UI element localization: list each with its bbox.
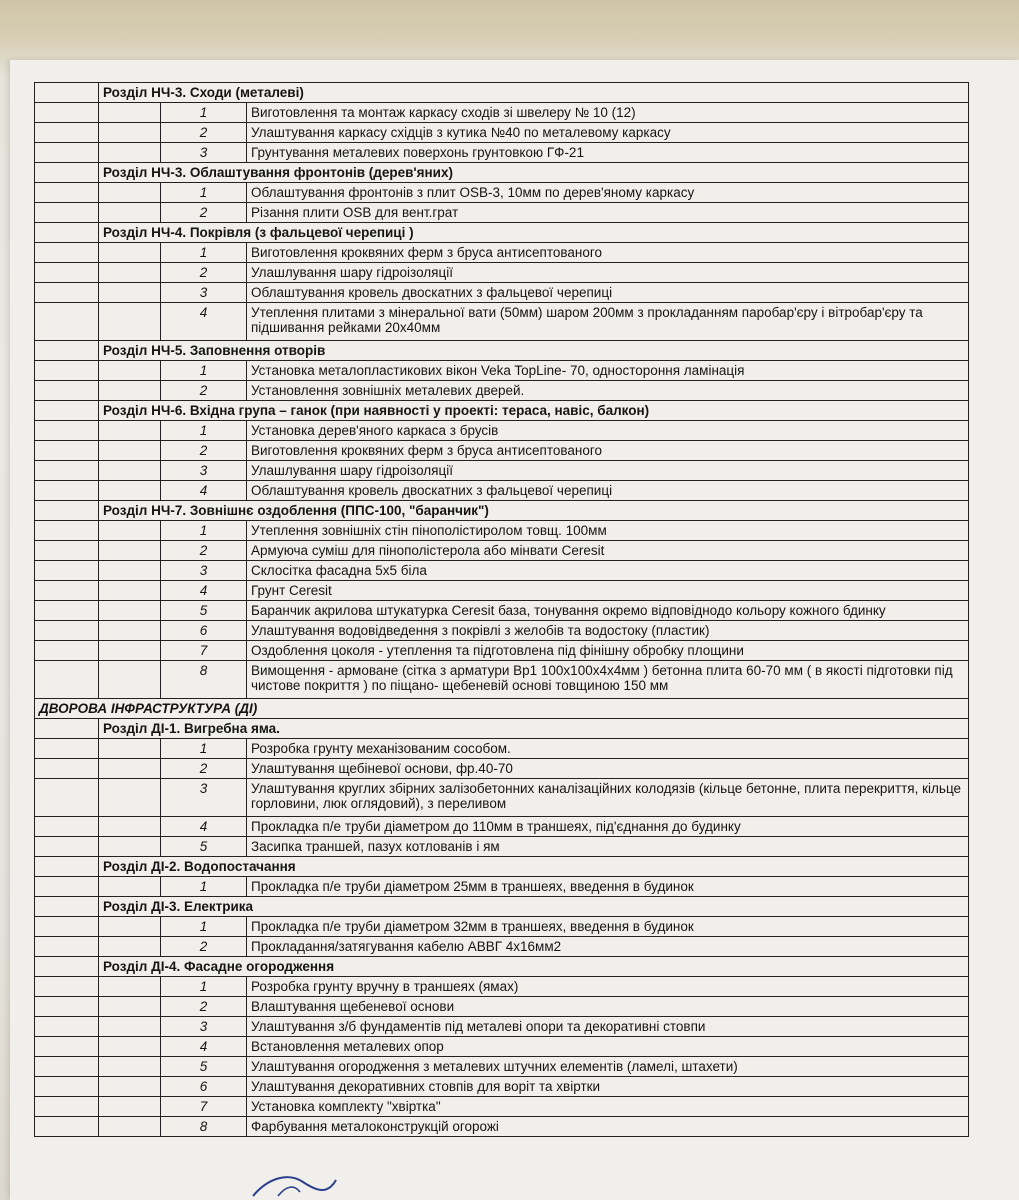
item-row	[35, 997, 969, 1017]
item-number: 7	[161, 641, 247, 661]
item-indent-cell	[35, 601, 99, 621]
item-row	[35, 739, 969, 759]
item-number: 3	[161, 779, 247, 817]
item-number: 1	[161, 917, 247, 937]
item-number: 1	[161, 243, 247, 263]
item-number: 4	[161, 581, 247, 601]
item-indent-cell	[35, 461, 99, 481]
item-number: 1	[161, 421, 247, 441]
section-indent-cell	[35, 83, 99, 103]
section-indent-cell	[35, 897, 99, 917]
item-indent-cell	[35, 739, 99, 759]
item-row	[35, 103, 969, 123]
item-blank-cell	[99, 759, 161, 779]
item-indent-cell	[35, 621, 99, 641]
item-row	[35, 1017, 969, 1037]
item-indent-cell	[35, 123, 99, 143]
item-row	[35, 641, 969, 661]
item-row	[35, 837, 969, 857]
block-heading: ДВОРОВА ІНФРАСТРУКТУРА (ДІ)	[35, 699, 969, 719]
item-description: Різання плити OSB для вент.грат	[247, 203, 969, 223]
item-row	[35, 143, 969, 163]
item-blank-cell	[99, 541, 161, 561]
item-indent-cell	[35, 1017, 99, 1037]
item-row	[35, 977, 969, 997]
item-number: 4	[161, 303, 247, 341]
item-blank-cell	[99, 481, 161, 501]
item-indent-cell	[35, 421, 99, 441]
item-blank-cell	[99, 561, 161, 581]
item-row	[35, 759, 969, 779]
item-indent-cell	[35, 143, 99, 163]
item-blank-cell	[99, 283, 161, 303]
item-blank-cell	[99, 461, 161, 481]
item-number: 2	[161, 541, 247, 561]
item-number: 6	[161, 621, 247, 641]
item-blank-cell	[99, 601, 161, 621]
item-indent-cell	[35, 561, 99, 581]
item-row	[35, 817, 969, 837]
item-row	[35, 661, 969, 699]
item-description: Прокладка п/е труби діаметром 32мм в траншеях, введення в будинок	[247, 917, 969, 937]
item-description: Виготовлення кроквяних ферм з бруса антисептованого	[247, 243, 969, 263]
item-number: 7	[161, 1097, 247, 1117]
item-indent-cell	[35, 521, 99, 541]
item-indent-cell	[35, 361, 99, 381]
item-blank-cell	[99, 263, 161, 283]
item-indent-cell	[35, 441, 99, 461]
item-number: 1	[161, 877, 247, 897]
item-blank-cell	[99, 837, 161, 857]
item-row	[35, 283, 969, 303]
item-row	[35, 581, 969, 601]
item-row	[35, 203, 969, 223]
item-description: Улашлування шару гідроізоляції	[247, 263, 969, 283]
section-row	[35, 897, 969, 917]
section-title: Розділ ДІ-3. Електрика	[99, 897, 969, 917]
section-title: Розділ НЧ-3. Облаштування фронтонів (дерев'яних)	[99, 163, 969, 183]
item-number: 2	[161, 937, 247, 957]
item-description: Склосітка фасадна 5х5 біла	[247, 561, 969, 581]
item-blank-cell	[99, 303, 161, 341]
item-row	[35, 361, 969, 381]
item-blank-cell	[99, 103, 161, 123]
section-row	[35, 83, 969, 103]
item-description: Улаштування огородження з металевих штучних елементів (ламелі, штахети)	[247, 1057, 969, 1077]
section-row	[35, 957, 969, 977]
item-description: Улаштування круглих збірних залізобетонних каналізаційних колодязів (кільце бетонне, плита перекриття, кільце горловини, люк оглядовий), з переливом	[247, 779, 969, 817]
item-description: Встановлення металевих опор	[247, 1037, 969, 1057]
item-description: Баранчик акрилова штукатурка Ceresit база, тонування окремо відповіднодо кольору кожного бдинку	[247, 601, 969, 621]
works-table-body	[35, 83, 969, 1137]
item-description: Засипка траншей, пазух котлованів і ям	[247, 837, 969, 857]
item-row	[35, 917, 969, 937]
section-indent-cell	[35, 957, 99, 977]
item-row	[35, 123, 969, 143]
item-number: 1	[161, 739, 247, 759]
item-number: 2	[161, 997, 247, 1017]
item-indent-cell	[35, 303, 99, 341]
section-row	[35, 223, 969, 243]
item-description: Облаштування фронтонів з плит OSB-3, 10мм по дерев'яному каркасу	[247, 183, 969, 203]
item-number: 1	[161, 361, 247, 381]
item-description: Прокладка п/е труби діаметром 25мм в траншеях, введення в будинок	[247, 877, 969, 897]
item-row	[35, 1097, 969, 1117]
item-description: Прокладання/затягування кабелю АВВГ 4х16мм2	[247, 937, 969, 957]
item-description: Улаштування з/б фундаментів під металеві опори та декоративні стовпи	[247, 1017, 969, 1037]
item-number: 3	[161, 283, 247, 303]
item-indent-cell	[35, 917, 99, 937]
item-number: 2	[161, 381, 247, 401]
item-indent-cell	[35, 997, 99, 1017]
item-blank-cell	[99, 421, 161, 441]
item-description: Армуюча суміш для пінополістерола або мінвати Ceresit	[247, 541, 969, 561]
item-number: 8	[161, 661, 247, 699]
item-description: Установка комплекту "хвіртка"	[247, 1097, 969, 1117]
item-row	[35, 1077, 969, 1097]
item-indent-cell	[35, 977, 99, 997]
works-table	[34, 82, 969, 1137]
item-number: 8	[161, 1117, 247, 1137]
item-description: Улаштування щебіневої основи, фр.40-70	[247, 759, 969, 779]
item-indent-cell	[35, 1057, 99, 1077]
item-description: Влаштування щебеневої основи	[247, 997, 969, 1017]
item-indent-cell	[35, 1077, 99, 1097]
section-indent-cell	[35, 163, 99, 183]
item-description: Утеплення плитами з мінеральної вати (50мм) шаром 200мм з прокладанням паробар'єру і вітробар'єру та підшивання рейками 20х40мм	[247, 303, 969, 341]
section-title: Розділ НЧ-7. Зовнішнє оздоблення (ППС-100, "баранчик")	[99, 501, 969, 521]
item-indent-cell	[35, 779, 99, 817]
item-row	[35, 621, 969, 641]
item-description: Грунтування металевих поверхонь грунтовкою ГФ-21	[247, 143, 969, 163]
item-indent-cell	[35, 263, 99, 283]
item-indent-cell	[35, 877, 99, 897]
section-indent-cell	[35, 401, 99, 421]
item-blank-cell	[99, 641, 161, 661]
item-indent-cell	[35, 183, 99, 203]
item-blank-cell	[99, 621, 161, 641]
item-number: 6	[161, 1077, 247, 1097]
item-blank-cell	[99, 739, 161, 759]
signature-scribble	[248, 1168, 338, 1198]
item-indent-cell	[35, 581, 99, 601]
section-row	[35, 857, 969, 877]
item-number: 3	[161, 561, 247, 581]
section-indent-cell	[35, 501, 99, 521]
item-description: Улаштування водовідведення з покрівлі з желобів та водостоку (пластик)	[247, 621, 969, 641]
item-row	[35, 243, 969, 263]
item-blank-cell	[99, 977, 161, 997]
item-blank-cell	[99, 997, 161, 1017]
item-blank-cell	[99, 521, 161, 541]
item-number: 1	[161, 103, 247, 123]
item-blank-cell	[99, 1077, 161, 1097]
item-number: 2	[161, 441, 247, 461]
item-row	[35, 521, 969, 541]
item-description: Виготовлення кроквяних ферм з бруса антисептованого	[247, 441, 969, 461]
section-row	[35, 719, 969, 739]
section-indent-cell	[35, 341, 99, 361]
item-row	[35, 561, 969, 581]
item-row	[35, 263, 969, 283]
item-blank-cell	[99, 183, 161, 203]
item-description: Вимощення - армоване (сітка з арматури Вр1 100х100х4х4мм ) бетонна плита 60-70 мм ( в якості підготовки під чистове покриття ) по піщано- щебеневій основі товщиною 150 мм	[247, 661, 969, 699]
item-blank-cell	[99, 937, 161, 957]
item-description: Розробка грунту вручну в траншеях (ямах)	[247, 977, 969, 997]
item-number: 3	[161, 143, 247, 163]
item-row	[35, 381, 969, 401]
item-number: 3	[161, 1017, 247, 1037]
item-row	[35, 877, 969, 897]
item-number: 2	[161, 123, 247, 143]
section-row	[35, 401, 969, 421]
item-blank-cell	[99, 441, 161, 461]
item-row	[35, 1057, 969, 1077]
section-title: Розділ ДІ-4. Фасадне огородження	[99, 957, 969, 977]
item-indent-cell	[35, 283, 99, 303]
item-blank-cell	[99, 361, 161, 381]
item-description: Грунт Ceresit	[247, 581, 969, 601]
item-description: Виготовлення та монтаж каркасу сходів зі швелеру № 10 (12)	[247, 103, 969, 123]
item-blank-cell	[99, 917, 161, 937]
item-number: 5	[161, 601, 247, 621]
item-blank-cell	[99, 1057, 161, 1077]
item-indent-cell	[35, 1117, 99, 1137]
item-blank-cell	[99, 661, 161, 699]
item-indent-cell	[35, 103, 99, 123]
item-description: Улашлування шару гідроізоляції	[247, 461, 969, 481]
item-row	[35, 1117, 969, 1137]
block-heading-row	[35, 699, 969, 719]
item-description: Установка дерев'яного каркаса з брусів	[247, 421, 969, 441]
item-blank-cell	[99, 203, 161, 223]
section-indent-cell	[35, 719, 99, 739]
item-indent-cell	[35, 203, 99, 223]
item-number: 1	[161, 977, 247, 997]
item-number: 4	[161, 481, 247, 501]
item-row	[35, 461, 969, 481]
item-row	[35, 303, 969, 341]
item-description: Оздоблення цоколя - утеплення та підготовлена під фінішну обробку площини	[247, 641, 969, 661]
item-blank-cell	[99, 581, 161, 601]
item-indent-cell	[35, 381, 99, 401]
item-row	[35, 937, 969, 957]
item-blank-cell	[99, 779, 161, 817]
item-description: Розробка грунту механізованим сособом.	[247, 739, 969, 759]
item-indent-cell	[35, 759, 99, 779]
item-indent-cell	[35, 937, 99, 957]
item-row	[35, 441, 969, 461]
item-description: Установлення зовнішніх металевих дверей.	[247, 381, 969, 401]
item-number: 4	[161, 1037, 247, 1057]
item-indent-cell	[35, 837, 99, 857]
section-row	[35, 501, 969, 521]
item-description: Установка металопластикових вікон Veka TopLine- 70, одностороння ламінація	[247, 361, 969, 381]
item-blank-cell	[99, 243, 161, 263]
item-description: Облаштування кровель двоскатних з фальцевої черепиці	[247, 481, 969, 501]
item-number: 3	[161, 461, 247, 481]
item-number: 2	[161, 759, 247, 779]
item-blank-cell	[99, 817, 161, 837]
item-description: Улаштування каркасу східців з кутика №40 по металевому каркасу	[247, 123, 969, 143]
item-indent-cell	[35, 817, 99, 837]
item-indent-cell	[35, 641, 99, 661]
item-blank-cell	[99, 381, 161, 401]
item-blank-cell	[99, 877, 161, 897]
section-title: Розділ НЧ-3. Сходи (металеві)	[99, 83, 969, 103]
item-number: 2	[161, 203, 247, 223]
section-title: Розділ ДІ-1. Вигребна яма.	[99, 719, 969, 739]
section-indent-cell	[35, 223, 99, 243]
item-number: 2	[161, 263, 247, 283]
item-blank-cell	[99, 1117, 161, 1137]
item-description: Облаштування кровель двоскатних з фальцевої черепиці	[247, 283, 969, 303]
item-row	[35, 779, 969, 817]
item-number: 4	[161, 817, 247, 837]
section-title: Розділ НЧ-6. Вхідна група – ганок (при наявності у проекті: тераса, навіс, балкон)	[99, 401, 969, 421]
item-indent-cell	[35, 541, 99, 561]
item-indent-cell	[35, 1037, 99, 1057]
item-indent-cell	[35, 243, 99, 263]
item-blank-cell	[99, 1097, 161, 1117]
item-row	[35, 421, 969, 441]
section-title: Розділ НЧ-5. Заповнення отворів	[99, 341, 969, 361]
item-indent-cell	[35, 1097, 99, 1117]
item-blank-cell	[99, 143, 161, 163]
item-number: 5	[161, 1057, 247, 1077]
item-description: Утеплення зовнішніх стін пінополістиролом товщ. 100мм	[247, 521, 969, 541]
item-number: 5	[161, 837, 247, 857]
item-row	[35, 481, 969, 501]
item-row	[35, 601, 969, 621]
section-indent-cell	[35, 857, 99, 877]
item-row	[35, 183, 969, 203]
item-number: 1	[161, 521, 247, 541]
section-title: Розділ НЧ-4. Покрівля (з фальцевої черепиці )	[99, 223, 969, 243]
item-description: Фарбування металоконструкцій огорожі	[247, 1117, 969, 1137]
section-row	[35, 341, 969, 361]
section-row	[35, 163, 969, 183]
item-indent-cell	[35, 481, 99, 501]
item-blank-cell	[99, 1037, 161, 1057]
item-description: Прокладка п/е труби діаметром до 110мм в траншеях, під'єднання до будинку	[247, 817, 969, 837]
item-indent-cell	[35, 661, 99, 699]
item-row	[35, 1037, 969, 1057]
item-blank-cell	[99, 1017, 161, 1037]
item-number: 1	[161, 183, 247, 203]
item-row	[35, 541, 969, 561]
section-title: Розділ ДІ-2. Водопостачання	[99, 857, 969, 877]
item-blank-cell	[99, 123, 161, 143]
item-description: Улаштування декоративних стовпів для воріт та хвіртки	[247, 1077, 969, 1097]
